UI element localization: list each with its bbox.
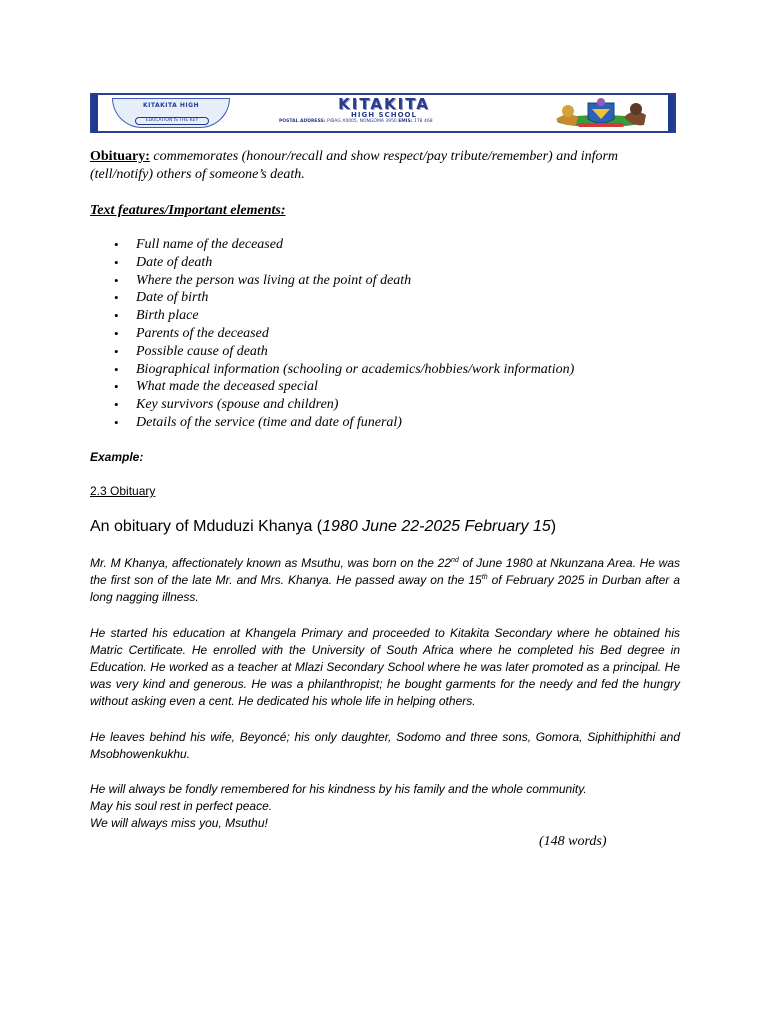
emis-label: EMIS: (398, 119, 413, 124)
list-item-text: Full name of the deceased (136, 237, 283, 252)
postal-value: P/BAG X0005, NONGOMA 3950 (327, 119, 397, 124)
list-item (112, 343, 574, 361)
list-item-text: Biographical information (schooling or academics/hobbies/work information) (136, 361, 575, 377)
paragraph-1-text-a: Mr. M Khanya, affectionately known as Msuthu, was born on the 22 (90, 556, 451, 570)
bullet-icon: • (114, 308, 119, 324)
list-item-text: Date of birth (136, 290, 209, 306)
school-name: KITAKITA (338, 95, 430, 113)
title-dates: 1980 June 22-2025 February 15 (322, 518, 551, 535)
closing-lines (90, 781, 680, 832)
list-item (112, 289, 574, 307)
bullet-icon: • (114, 290, 119, 306)
obituary-title (90, 517, 680, 537)
list-item-text: Key survivors (spouse and children) (136, 397, 339, 413)
school-letterhead-banner (90, 93, 676, 133)
emis-value: 178 468 (413, 119, 433, 124)
coat-of-arms-icon (548, 97, 654, 129)
crest-motto: EDUCATION IS THE KEY (135, 117, 209, 125)
title-suffix: ) (550, 518, 557, 535)
obituary-paragraph-1 (90, 555, 680, 606)
school-crest-logo (112, 98, 230, 128)
list-item-text: Details of the service (time and date of funeral) (136, 414, 402, 430)
school-type: HIGH SCHOOL (351, 111, 417, 119)
ordinal-suffix: nd (451, 557, 459, 564)
list-item (112, 272, 574, 290)
closing-line: We will always miss you, Msuthu! (90, 816, 268, 830)
bullet-icon: • (114, 237, 119, 252)
list-item-text: Parents of the deceased (136, 325, 269, 341)
list-item (112, 325, 574, 343)
bullet-icon: • (114, 397, 119, 413)
features-list (112, 236, 574, 432)
crest-school-name: KITAKITA HIGH (142, 102, 200, 109)
postal-label: POSTAL ADDRESS: (279, 119, 326, 124)
bullet-icon: • (114, 361, 119, 377)
banner-right-stripe (668, 95, 674, 131)
list-item-text: Date of death (136, 254, 213, 270)
list-item-text: Where the person was living at the point of death (136, 272, 412, 288)
list-item (112, 414, 574, 432)
word-count: (148 words) (539, 834, 607, 849)
list-item (112, 254, 574, 272)
list-item (112, 396, 574, 414)
list-item (112, 307, 574, 325)
banner-left-stripe (92, 95, 98, 131)
list-item (112, 361, 574, 379)
bullet-icon: • (114, 254, 119, 270)
list-item (112, 236, 574, 254)
list-item-text: Birth place (136, 308, 199, 324)
paragraph-1-text-b: of June 1980 at Nkunzana Area. He was the first son of the late Mr. and Mrs. Khanya. He passed away on the 15 (90, 556, 681, 587)
closing-line: He will always be fondly remembered for his kindness by his family and the whole community. (90, 782, 587, 796)
list-item (112, 378, 574, 396)
features-heading: Text features/Important elements: (90, 203, 286, 218)
ordinal-suffix: th (481, 574, 488, 581)
obituary-definition (90, 148, 680, 184)
bullet-icon: • (114, 343, 119, 359)
bullet-icon: • (114, 379, 119, 395)
list-item-text: What made the deceased special (136, 379, 318, 395)
section-heading: 2.3 Obituary (90, 484, 156, 498)
bullet-icon: • (114, 414, 119, 430)
bullet-icon: • (114, 325, 119, 341)
obituary-paragraph-3: He leaves behind his wife, Beyoncé; his only daughter, Sodomo and three sons, Gomora, Siphithiphithi and Msobhowenkukhu. (90, 730, 680, 761)
list-item-text: Possible cause of death (136, 343, 268, 359)
definition-term: Obituary: (90, 149, 150, 164)
example-label: Example: (90, 450, 144, 464)
obituary-paragraph-2: He started his education at Khangela Primary and proceeded to Kitakita Secondary where he obtained his Matric Certificate. He enrolled with the University of South Africa where he completed his Bed degree in Education. He worked as a teacher at Mlazi Secondary School where he was later promoted as a principal. He was very kind and generous. He was a philanthropist; he bought garments for the needy and fed the hungry without asking even a cent. He dedicated his whole life in helping others. (90, 626, 680, 708)
closing-line: May his soul rest in perfect peace. (90, 799, 273, 813)
definition-text: commemorates (honour/recall and show respect/pay tribute/remember) and inform (tell/notify) others of someone’s death. (90, 149, 619, 182)
bullet-icon: • (114, 272, 119, 288)
postal-address (279, 119, 499, 124)
paragraph-1-text-c: of February 2025 in Durban after a long nagging illness. (90, 573, 681, 604)
title-prefix: An obituary of Mduduzi Khanya ( (90, 518, 323, 535)
